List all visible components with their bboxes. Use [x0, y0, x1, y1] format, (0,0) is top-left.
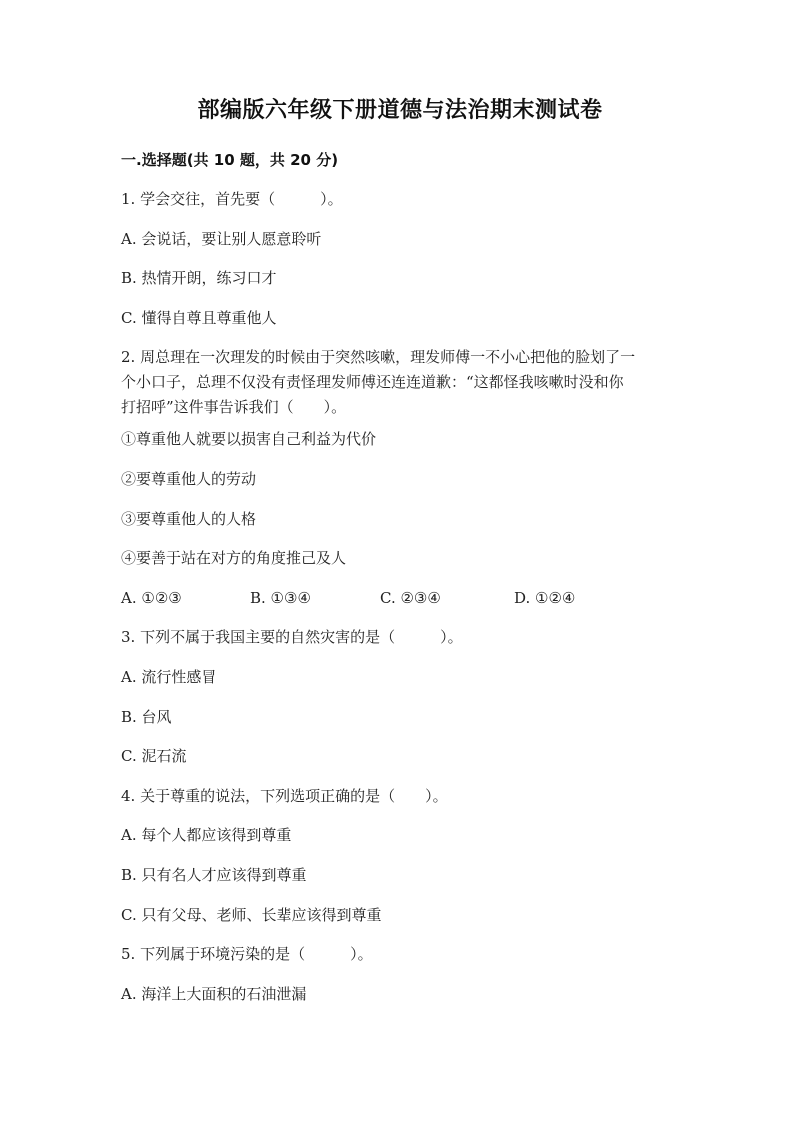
question-4-stem: 4. 关于尊重的说法，下列选项正确的是（ ）。	[121, 787, 448, 805]
question-2-option-a: A. ①②③	[121, 589, 182, 607]
question-3-option-c: C. 泥石流	[121, 747, 187, 765]
question-4-option-b: B. 只有名人才应该得到尊重	[121, 866, 307, 884]
question-2-statement-4: ④要善于站在对方的角度推己及人	[121, 549, 347, 567]
question-1-option-a: A. 会说话，要让别人愿意聆听	[121, 230, 322, 248]
question-2-stem-line-1: 2. 周总理在一次理发的时候由于突然咳嗽，理发师傅一不小心把他的脸划了一	[121, 348, 636, 366]
question-3-option-b: B. 台风	[121, 708, 172, 726]
question-3-option-a: A. 流行性感冒	[121, 668, 217, 686]
question-2-statement-3: ③要尊重他人的人格	[121, 510, 257, 528]
question-1-stem: 1. 学会交往，首先要（ ）。	[121, 190, 343, 208]
question-2-option-d: D. ①②④	[514, 589, 576, 607]
section-header: 一.选择题(共 10 题，共 20 分)	[121, 151, 339, 169]
question-2-statement-1: ①尊重他人就要以损害自己利益为代价	[121, 430, 377, 448]
question-5-stem: 5. 下列属于环境污染的是（ ）。	[121, 945, 373, 963]
question-1-option-c: C. 懂得自尊且尊重他人	[121, 309, 277, 327]
question-2-statement-2: ②要尊重他人的劳动	[121, 470, 257, 488]
question-2-stem-line-2: 个小口子，总理不仅没有责怪理发师傅还连连道歉：“这都怪我咳嗽时没和你	[121, 373, 624, 391]
question-2-stem	[121, 345, 681, 420]
question-5-option-a: A. 海洋上大面积的石油泄漏	[121, 985, 307, 1003]
question-1-option-b: B. 热情开朗，练习口才	[121, 269, 277, 287]
question-2-option-b: B. ①③④	[250, 589, 311, 607]
question-2-stem-line-3: 打招呼”这件事告诉我们（ ）。	[121, 398, 347, 416]
page-title: 部编版六年级下册道德与法治期末测试卷	[197, 98, 603, 123]
question-4-option-c: C. 只有父母、老师、长辈应该得到尊重	[121, 906, 382, 924]
question-4-option-a: A. 每个人都应该得到尊重	[121, 826, 292, 844]
question-2-option-c: C. ②③④	[380, 589, 441, 607]
question-3-stem: 3. 下列不属于我国主要的自然灾害的是（ ）。	[121, 628, 463, 646]
